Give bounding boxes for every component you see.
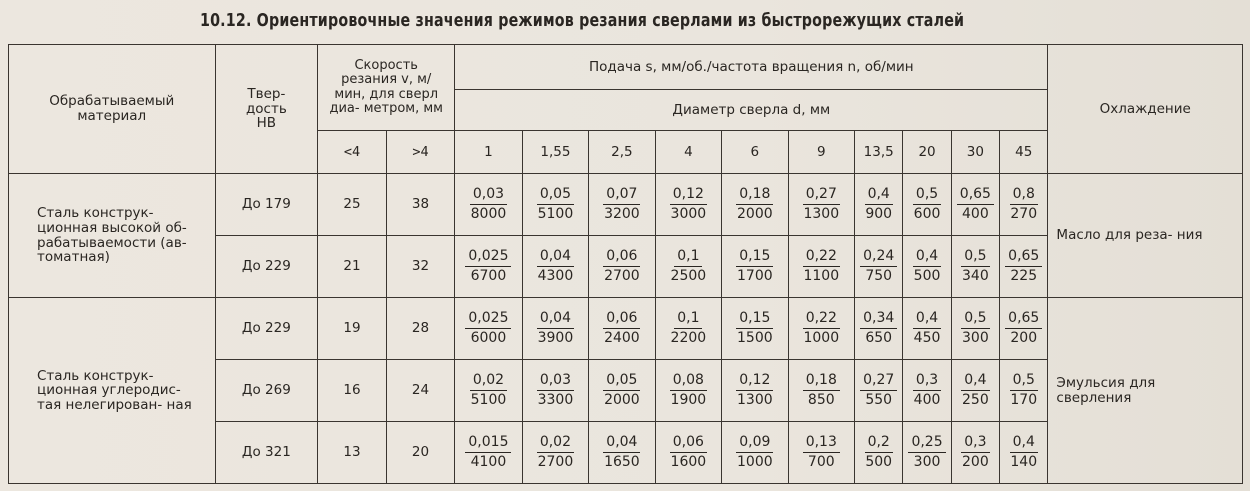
fraction	[601, 435, 643, 469]
feed-rpm-cell	[522, 174, 588, 236]
diameter-header-cell: 45	[1000, 131, 1048, 174]
rpm-value: 1300	[803, 206, 840, 222]
feed-value: 0,5	[961, 249, 989, 267]
feed-value: 0,5	[1010, 373, 1038, 391]
rpm-value: 2700	[604, 268, 640, 284]
feed-rpm-cell	[788, 174, 854, 236]
rpm-value: 400	[962, 206, 989, 222]
header-cooling: Охлаждение	[1048, 45, 1243, 174]
feed-rpm-cell	[655, 422, 721, 484]
fraction	[465, 311, 511, 345]
material-text: Сталь конструк- ционная углеродис- тая нелегирован- ная	[37, 367, 192, 413]
feed-rpm-cell	[788, 298, 854, 360]
header-speed: Скорость резания v, м/мин, для сверл диа- метром, мм	[318, 45, 455, 131]
rpm-value: 900	[865, 206, 893, 222]
speed-lt4-cell: 25	[318, 174, 386, 236]
feed-value: 0,025	[465, 311, 511, 329]
speed-gt4-cell: 24	[386, 360, 454, 422]
rpm-value: 3300	[537, 392, 574, 408]
feed-value: 0,06	[603, 249, 640, 267]
feed-value: 0,4	[1010, 435, 1038, 453]
rpm-value: 140	[1010, 454, 1038, 470]
feed-value: 0,65	[1005, 249, 1042, 267]
fraction	[860, 311, 897, 345]
rpm-value: 450	[913, 330, 941, 346]
speed-lt4-cell: 21	[318, 236, 386, 298]
feed-value: 0,03	[537, 373, 574, 391]
hardness-cell: До 321	[215, 422, 318, 484]
feed-rpm-cell	[788, 236, 854, 298]
rpm-value: 650	[865, 330, 893, 346]
rpm-value: 3900	[537, 330, 574, 346]
fraction	[535, 249, 577, 283]
fraction	[1005, 249, 1042, 283]
feed-rpm-cell	[855, 174, 903, 236]
material-text: Сталь конструк- ционная высокой об- рабатываемости (ав- томатная)	[37, 205, 187, 266]
feed-rpm-cell	[522, 298, 588, 360]
rpm-value: 2200	[670, 330, 707, 346]
feed-rpm-cell	[455, 298, 522, 360]
fraction	[1007, 435, 1040, 469]
rpm-value: 4300	[537, 268, 574, 284]
feed-rpm-cell	[589, 236, 655, 298]
feed-rpm-cell	[788, 360, 854, 422]
feed-value: 0,65	[1005, 311, 1042, 329]
feed-rpm-cell	[722, 174, 788, 236]
rpm-value: 500	[913, 268, 941, 284]
cutting-modes-table	[8, 44, 1243, 484]
fraction	[468, 373, 510, 407]
rpm-value: 1000	[737, 454, 773, 470]
cooling-cell: Масло для реза- ния	[1048, 174, 1243, 298]
feed-value: 0,06	[670, 435, 707, 453]
rpm-value: 6000	[470, 330, 507, 346]
fraction	[468, 187, 510, 221]
feed-rpm-cell	[1000, 236, 1048, 298]
fraction	[734, 373, 776, 407]
feed-rpm-cell	[722, 360, 788, 422]
rpm-value: 1100	[803, 268, 840, 284]
feed-value: 0,05	[537, 187, 574, 205]
fraction	[860, 373, 897, 407]
header-material: Обрабатываемый материал	[9, 45, 216, 174]
rpm-value: 1300	[737, 392, 773, 408]
feed-value: 0,04	[537, 311, 574, 329]
speed-gt4-cell: 38	[386, 174, 454, 236]
feed-value: 0,3	[913, 373, 941, 391]
fraction	[734, 435, 776, 469]
feed-value: 0,1	[674, 311, 702, 329]
diameter-header-cell: 13,5	[855, 131, 903, 174]
fraction	[959, 435, 992, 469]
rpm-value: 300	[913, 454, 941, 470]
rpm-value: 4100	[470, 454, 507, 470]
feed-value: 0,07	[603, 187, 640, 205]
fraction	[668, 249, 710, 283]
rpm-value: 2500	[670, 268, 707, 284]
hardness-cell: До 229	[215, 298, 318, 360]
feed-value: 0,5	[913, 187, 941, 205]
feed-rpm-cell	[722, 298, 788, 360]
fraction	[535, 373, 577, 407]
material-cell	[9, 298, 216, 484]
feed-rpm-cell	[1000, 298, 1048, 360]
rpm-value: 550	[865, 392, 893, 408]
feed-rpm-cell	[589, 174, 655, 236]
feed-rpm-cell	[903, 360, 951, 422]
rpm-value: 2000	[604, 392, 640, 408]
feed-rpm-cell	[722, 236, 788, 298]
feed-rpm-cell	[1000, 422, 1048, 484]
fraction	[535, 187, 577, 221]
feed-rpm-cell	[655, 174, 721, 236]
fraction	[1007, 373, 1040, 407]
fraction	[800, 311, 842, 345]
speed-gt4-cell: 32	[386, 236, 454, 298]
fraction	[668, 311, 710, 345]
hardness-cell: До 179	[215, 174, 318, 236]
fraction	[601, 373, 643, 407]
fraction	[862, 187, 895, 221]
feed-value: 0,06	[603, 311, 640, 329]
speed-lt4-cell: 16	[318, 360, 386, 422]
rpm-value: 3200	[604, 206, 640, 222]
rpm-value: 500	[865, 454, 893, 470]
rpm-value: 1900	[670, 392, 707, 408]
table-row	[9, 174, 1243, 236]
diameter-header-cell: 4	[655, 131, 721, 174]
fraction	[959, 249, 992, 283]
feed-rpm-cell	[951, 360, 999, 422]
feed-rpm-cell	[903, 298, 951, 360]
rpm-value: 200	[1010, 330, 1038, 346]
speed-gt4-cell: 20	[386, 422, 454, 484]
feed-value: 0,15	[736, 311, 773, 329]
fraction	[911, 373, 944, 407]
feed-rpm-cell	[855, 360, 903, 422]
feed-rpm-cell	[1000, 360, 1048, 422]
fraction	[734, 311, 776, 345]
feed-value: 0,025	[465, 249, 511, 267]
fraction	[911, 249, 944, 283]
rpm-value: 850	[807, 392, 835, 408]
feed-rpm-cell	[455, 174, 522, 236]
feed-value: 0,2	[865, 435, 893, 453]
rpm-value: 250	[962, 392, 989, 408]
rpm-value: 2400	[604, 330, 640, 346]
feed-value: 0,4	[913, 249, 941, 267]
rpm-value: 340	[962, 268, 989, 284]
fraction	[911, 187, 944, 221]
rpm-value: 1600	[670, 454, 707, 470]
feed-value: 0,27	[860, 373, 897, 391]
fraction	[908, 435, 945, 469]
rpm-value: 600	[913, 206, 941, 222]
rpm-value: 1650	[604, 454, 640, 470]
feed-rpm-cell	[1000, 174, 1048, 236]
feed-rpm-cell	[951, 174, 999, 236]
feed-value: 0,4	[961, 373, 989, 391]
fraction	[601, 249, 643, 283]
feed-value: 0,4	[865, 187, 893, 205]
feed-rpm-cell	[855, 236, 903, 298]
fraction	[803, 435, 840, 469]
rpm-value: 225	[1010, 268, 1038, 284]
feed-value: 0,18	[736, 187, 773, 205]
feed-rpm-cell	[455, 422, 522, 484]
table-row	[9, 298, 1243, 360]
feed-value: 0,27	[803, 187, 840, 205]
cooling-cell: Эмульсия для сверления	[1048, 298, 1243, 484]
rpm-value: 2700	[537, 454, 574, 470]
fraction	[1007, 187, 1040, 221]
table-title: 10.12. Ориентировочные значения режимов резания сверлами из быстрорежущих сталей	[200, 10, 965, 31]
rpm-value: 270	[1010, 206, 1038, 222]
feed-rpm-cell	[589, 298, 655, 360]
feed-value: 0,12	[670, 187, 707, 205]
feed-rpm-cell	[589, 422, 655, 484]
feed-rpm-cell	[655, 360, 721, 422]
fraction	[1005, 311, 1042, 345]
feed-value: 0,25	[908, 435, 945, 453]
diameter-header-cell: 1	[455, 131, 522, 174]
feed-rpm-cell	[903, 236, 951, 298]
feed-value: 0,04	[603, 435, 640, 453]
speed-col-lt4: <4	[318, 131, 386, 174]
fraction	[959, 373, 992, 407]
speed-gt4-cell: 28	[386, 298, 454, 360]
feed-rpm-cell	[522, 236, 588, 298]
fraction	[668, 435, 710, 469]
rpm-value: 6700	[470, 268, 507, 284]
feed-value: 0,015	[465, 435, 511, 453]
diameter-header-cell: 20	[903, 131, 951, 174]
rpm-value: 700	[807, 454, 835, 470]
feed-rpm-cell	[655, 236, 721, 298]
speed-col-gt4: >4	[386, 131, 454, 174]
feed-value: 0,1	[674, 249, 702, 267]
feed-value: 0,24	[860, 249, 897, 267]
feed-rpm-cell	[589, 360, 655, 422]
feed-rpm-cell	[722, 422, 788, 484]
fraction	[957, 187, 994, 221]
header-diameter: Диаметр сверла d, мм	[455, 90, 1048, 131]
header-hardness: Твер- дость HB	[215, 45, 318, 174]
hardness-cell: До 229	[215, 236, 318, 298]
fraction	[601, 187, 643, 221]
feed-rpm-cell	[522, 422, 588, 484]
rpm-value: 400	[913, 392, 941, 408]
diameter-header-cell: 30	[951, 131, 999, 174]
fraction	[800, 249, 842, 283]
feed-value: 0,22	[803, 249, 840, 267]
rpm-value: 5100	[537, 206, 574, 222]
feed-rpm-cell	[903, 422, 951, 484]
feed-rpm-cell	[455, 236, 522, 298]
feed-rpm-cell	[855, 298, 903, 360]
diameter-header-cell: 9	[788, 131, 854, 174]
rpm-value: 1000	[803, 330, 840, 346]
feed-rpm-cell	[855, 422, 903, 484]
feed-rpm-cell	[455, 360, 522, 422]
feed-rpm-cell	[788, 422, 854, 484]
rpm-value: 1700	[737, 268, 773, 284]
feed-rpm-cell	[951, 422, 999, 484]
feed-value: 0,34	[860, 311, 897, 329]
feed-value: 0,08	[670, 373, 707, 391]
feed-rpm-cell	[951, 298, 999, 360]
rpm-value: 1500	[737, 330, 773, 346]
fraction	[860, 249, 897, 283]
fraction	[803, 373, 840, 407]
feed-value: 0,02	[470, 373, 507, 391]
fraction	[535, 311, 577, 345]
speed-lt4-cell: 19	[318, 298, 386, 360]
fraction	[734, 187, 776, 221]
rpm-value: 3000	[670, 206, 707, 222]
feed-value: 0,05	[603, 373, 640, 391]
rpm-value: 300	[962, 330, 989, 346]
fraction	[465, 435, 511, 469]
rpm-value: 8000	[470, 206, 507, 222]
feed-rpm-cell	[655, 298, 721, 360]
feed-value: 0,5	[961, 311, 989, 329]
feed-value: 0,02	[537, 435, 574, 453]
feed-rpm-cell	[522, 360, 588, 422]
fraction	[601, 311, 643, 345]
header-feed: Подача s, мм/об./частота вращения n, об/мин	[455, 45, 1048, 90]
feed-value: 0,18	[803, 373, 840, 391]
feed-value: 0,13	[803, 435, 840, 453]
fraction	[734, 249, 776, 283]
feed-value: 0,65	[957, 187, 994, 205]
feed-value: 0,12	[736, 373, 773, 391]
rpm-value: 750	[865, 268, 893, 284]
diameter-header-cell: 2,5	[589, 131, 655, 174]
rpm-value: 5100	[470, 392, 507, 408]
feed-value: 0,22	[803, 311, 840, 329]
hardness-cell: До 269	[215, 360, 318, 422]
feed-rpm-cell	[903, 174, 951, 236]
feed-value: 0,4	[913, 311, 941, 329]
fraction	[465, 249, 511, 283]
feed-value: 0,09	[736, 435, 773, 453]
feed-value: 0,04	[537, 249, 574, 267]
material-cell	[9, 174, 216, 298]
fraction	[800, 187, 842, 221]
feed-value: 0,03	[470, 187, 507, 205]
fraction	[862, 435, 895, 469]
fraction	[959, 311, 992, 345]
fraction	[911, 311, 944, 345]
feed-value: 0,15	[736, 249, 773, 267]
fraction	[668, 373, 710, 407]
fraction	[668, 187, 710, 221]
feed-value: 0,3	[961, 435, 989, 453]
diameter-header-cell: 6	[722, 131, 788, 174]
diameter-header-cell: 1,55	[522, 131, 588, 174]
rpm-value: 170	[1010, 392, 1038, 408]
rpm-value: 200	[962, 454, 989, 470]
feed-value: 0,8	[1010, 187, 1038, 205]
fraction	[535, 435, 577, 469]
feed-rpm-cell	[951, 236, 999, 298]
rpm-value: 2000	[737, 206, 773, 222]
speed-lt4-cell: 13	[318, 422, 386, 484]
